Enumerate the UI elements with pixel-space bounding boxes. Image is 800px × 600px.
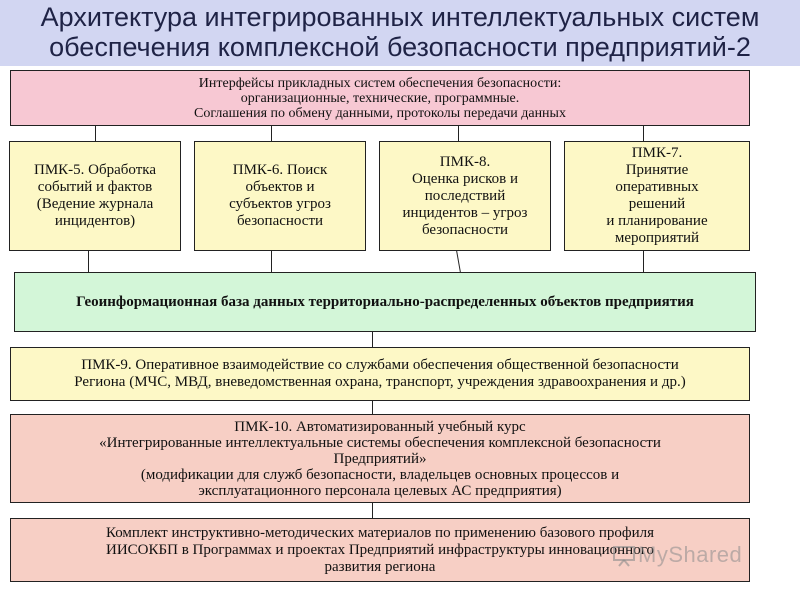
connector-interfaces-pmk8 <box>458 126 459 141</box>
interfaces-line-2: организационные, технические, программные. <box>240 90 520 106</box>
kit-line-2: ИИСОКБП в Программах и проектах Предприятий инфраструктуры инновационного <box>105 541 654 558</box>
pmk8-line-5: безопасности <box>421 221 509 238</box>
connector-pmk5-geo <box>88 251 89 272</box>
pmk8-line-3: последствий <box>424 187 506 204</box>
pmk10-line-5: эксплуатационного персонала целевых АС предприятия) <box>198 482 562 499</box>
pmk10-line-2: «Интегрированные интеллектуальные системы обеспечения комплексной безопасности <box>99 434 661 451</box>
watermark-text: MyShared <box>638 542 743 567</box>
interfaces-box <box>10 70 750 126</box>
pmk6-line-1: ПМК-6. Поиск <box>232 162 328 178</box>
geo-database-text: Геоинформационная база данных территориально-распределенных объектов предприятия <box>76 293 694 310</box>
pmk8-box <box>379 141 551 251</box>
pmk8-line-2: Оценка рисков и <box>411 170 519 187</box>
watermark <box>638 542 742 568</box>
page-title <box>0 2 800 62</box>
interfaces-line-3: Соглашения по обмену данными, протоколы передачи данных <box>194 105 566 121</box>
pmk10-line-3: Предприятий» <box>333 450 427 467</box>
pmk9-box <box>10 347 750 401</box>
connector-interfaces-pmk7 <box>643 126 644 141</box>
title-line-1: Архитектура интегрированных интеллектуальных систем <box>40 2 760 32</box>
geo-database-box <box>14 272 756 332</box>
pmk5-line-1: ПМК-5. Обработка <box>34 162 156 178</box>
connector-pmk8-geo <box>456 251 461 272</box>
interfaces-line-1: Интерфейсы прикладных систем обеспечения безопасности: <box>198 75 562 91</box>
pmk6-line-2: объектов и <box>245 179 315 195</box>
pmk7-box <box>564 141 750 251</box>
kit-line-1: Комплект инструктивно-методических материалов по применению базового профиля <box>105 524 655 541</box>
pmk7-line-4: решений <box>628 196 686 212</box>
pmk5-line-4: инцидентов) <box>54 213 136 229</box>
pmk6-line-4: безопасности <box>236 213 324 229</box>
pmk5-line-2: событий и фактов <box>37 179 153 195</box>
pmk8-line-4: инцидентов – угроз <box>402 204 528 221</box>
connector-interfaces-pmk5 <box>95 126 96 141</box>
connector-interfaces-pmk6 <box>271 126 272 141</box>
presentation-icon <box>612 544 636 568</box>
pmk5-box <box>9 141 181 251</box>
pmk7-line-6: мероприятий <box>614 230 700 246</box>
pmk9-line-2: Региона (МЧС, МВД, вневедомственная охрана, транспорт, учреждения здравоохранения и др.) <box>74 374 686 390</box>
connector-pmk6-geo <box>271 251 272 272</box>
pmk7-line-3: оперативных <box>615 179 699 195</box>
pmk9-line-1: ПМК-9. Оперативное взаимодействие со службами обеспечения общественной безопасности <box>81 357 679 373</box>
pmk10-line-4: (модификации для служб безопасности, владельцев основных процессов и <box>140 466 620 483</box>
pmk7-line-2: Принятие <box>625 162 689 178</box>
pmk6-line-3: субъектов угроз <box>229 196 331 212</box>
pmk10-box <box>10 414 750 503</box>
pmk6-box <box>194 141 366 251</box>
title-line-2: обеспечения комплексной безопасности предприятий-2 <box>49 32 751 62</box>
pmk5-line-3: (Ведение журнала <box>36 196 154 212</box>
pmk7-line-1: ПМК-7. <box>631 145 683 161</box>
pmk7-line-5: и планирование <box>606 213 708 229</box>
connector-pmk9-pmk10 <box>372 401 373 414</box>
kit-line-3: развития региона <box>324 558 436 575</box>
pmk8-line-1: ПМК-8. <box>439 153 491 170</box>
connector-geo-pmk9 <box>372 332 373 347</box>
pmk10-line-1: ПМК-10. Автоматизированный учебный курс <box>234 418 526 435</box>
connector-pmk7-geo <box>643 251 644 272</box>
connector-pmk10-kit <box>372 503 373 518</box>
